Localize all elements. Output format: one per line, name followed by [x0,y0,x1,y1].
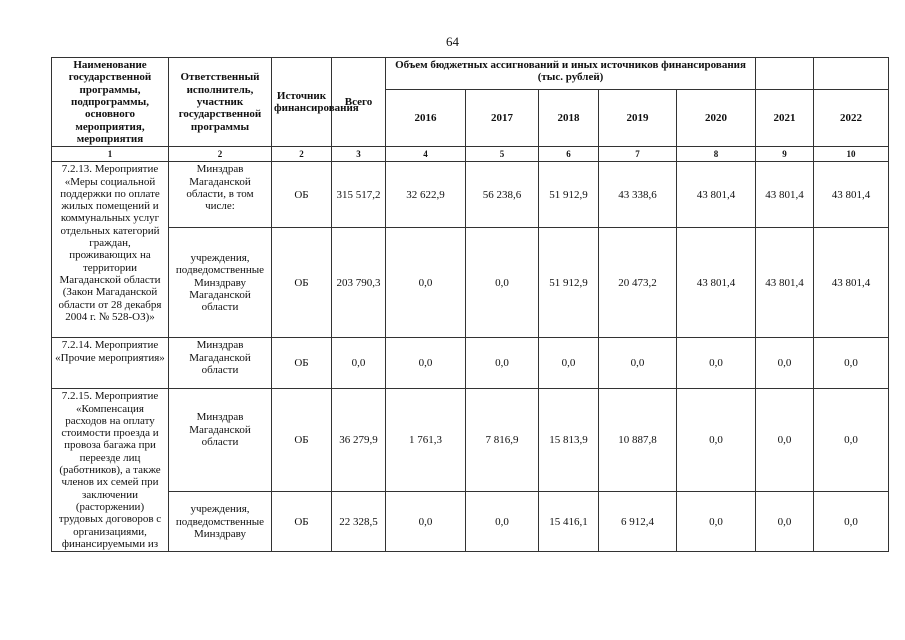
col-num: 10 [814,147,889,162]
value-2016: 32 622,9 [386,162,466,228]
value-2016: 1 761,3 [386,389,466,492]
year-2021: 2021 [756,90,814,147]
col-num: 7 [599,147,677,162]
activity-name: 7.2.13. Мероприятие «Меры социальной поддержки по оплате жилых помещений и коммунальных услуг отдельных категорий граждан, проживающих на территории Магаданской области (Закон Магаданской области от 28 декабря 2004 г. № 528-ОЗ)» [52,162,169,338]
value-2020: 43 801,4 [677,228,756,338]
value-2017: 56 238,6 [466,162,539,228]
value-2022: 43 801,4 [814,228,889,338]
year-2016: 2016 [386,90,466,147]
total: 36 279,9 [332,389,386,492]
header-executor: Ответственный исполнитель, участник государственной программы [169,58,272,147]
executor: учреждения, подведомственные Минздраву Магаданской области [169,228,272,338]
value-2016: 0,0 [386,492,466,552]
header-budget-group: Объем бюджетных ассигнований и иных источников финансирования (тыс. рублей) [386,58,756,90]
value-2022: 43 801,4 [814,162,889,228]
value-2021: 43 801,4 [756,162,814,228]
source: ОБ [272,492,332,552]
year-2018: 2018 [539,90,599,147]
value-2021: 0,0 [756,492,814,552]
col-num: 8 [677,147,756,162]
executor: Минздрав Магаданской области [169,338,272,389]
value-2019: 10 887,8 [599,389,677,492]
value-2022: 0,0 [814,492,889,552]
page-number: 64 [446,34,459,49]
executor: Минздрав Магаданской области [169,389,272,492]
value-2019: 20 473,2 [599,228,677,338]
header-total: Всего [332,58,386,147]
year-2017: 2017 [466,90,539,147]
value-2017: 7 816,9 [466,389,539,492]
table-row [52,338,889,389]
year-2022: 2022 [814,90,889,147]
total: 203 790,3 [332,228,386,338]
budget-table [51,57,889,552]
total: 22 328,5 [332,492,386,552]
activity-name: 7.2.14. Мероприятие «Прочие мероприятия» [52,338,169,389]
value-2022: 0,0 [814,338,889,389]
value-2017: 0,0 [466,338,539,389]
source: ОБ [272,228,332,338]
value-2020: 43 801,4 [677,162,756,228]
value-2018: 51 912,9 [539,162,599,228]
col-num: 2 [272,147,332,162]
value-2019: 0,0 [599,338,677,389]
value-2020: 0,0 [677,492,756,552]
col-num: 4 [386,147,466,162]
source: ОБ [272,162,332,228]
table-row [52,492,889,552]
value-2017: 0,0 [466,492,539,552]
year-2020: 2020 [677,90,756,147]
value-2021: 43 801,4 [756,228,814,338]
col-num: 5 [466,147,539,162]
value-2020: 0,0 [677,389,756,492]
col-num: 1 [52,147,169,162]
col-num: 6 [539,147,599,162]
header-name: Наименование государственной программы, подпрограммы, основного мероприятия, мероприятия [52,58,169,147]
value-2018: 15 416,1 [539,492,599,552]
executor: учреждения, подведомственные Минздраву [169,492,272,552]
value-2019: 6 912,4 [599,492,677,552]
col-num: 2 [169,147,272,162]
header-empty-2022 [814,58,889,90]
column-number-row [52,147,889,162]
total: 0,0 [332,338,386,389]
table-row [52,228,889,338]
value-2019: 43 338,6 [599,162,677,228]
value-2020: 0,0 [677,338,756,389]
value-2021: 0,0 [756,389,814,492]
value-2016: 0,0 [386,228,466,338]
col-num: 3 [332,147,386,162]
table-row [52,162,889,228]
value-2021: 0,0 [756,338,814,389]
source: ОБ [272,338,332,389]
value-2018: 0,0 [539,338,599,389]
table-row [52,389,889,492]
year-2019: 2019 [599,90,677,147]
activity-name: 7.2.15. Мероприятие «Компенсация расходов на оплату стоимости проезда и провоза багажа при переезде лиц (работников), а также членов их семей при заключении (расторжении) трудовых договоров с организациями, финансируемыми из [52,389,169,552]
header-source: Источник финансирования [272,58,332,147]
header-empty-2021 [756,58,814,90]
header-row-1 [52,58,889,90]
value-2022: 0,0 [814,389,889,492]
total: 315 517,2 [332,162,386,228]
value-2018: 15 813,9 [539,389,599,492]
value-2017: 0,0 [466,228,539,338]
value-2016: 0,0 [386,338,466,389]
executor: Минздрав Магаданской области, в том числе: [169,162,272,228]
source: ОБ [272,389,332,492]
value-2018: 51 912,9 [539,228,599,338]
col-num: 9 [756,147,814,162]
